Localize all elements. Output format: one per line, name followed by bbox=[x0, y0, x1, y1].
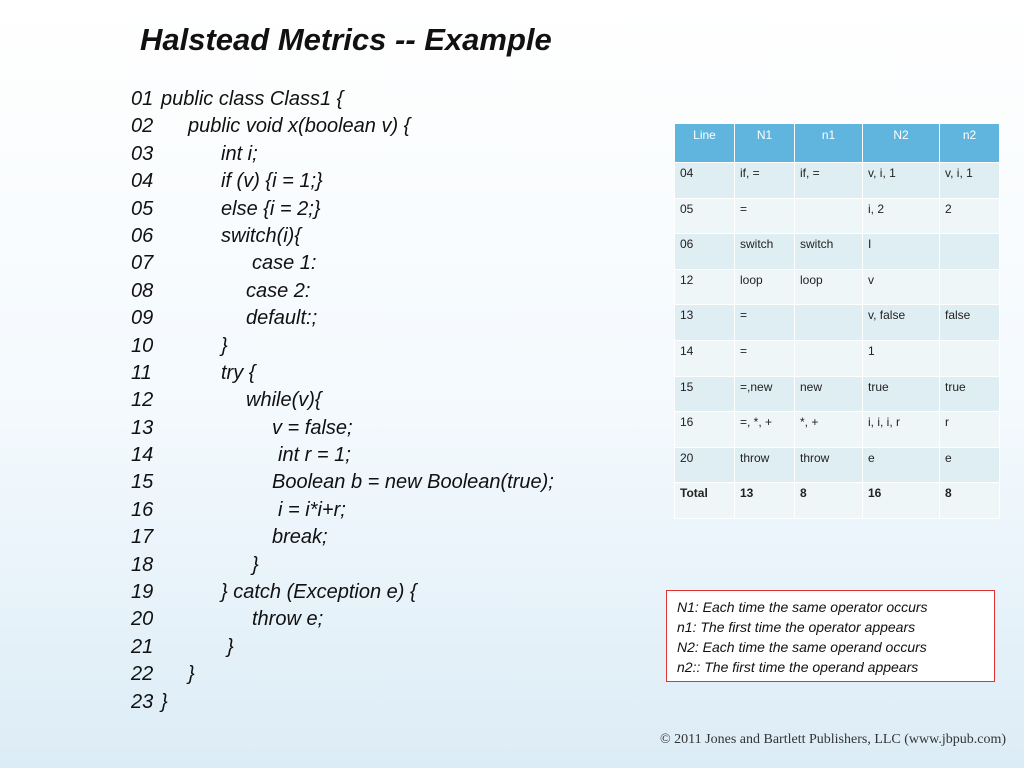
code-line bbox=[131, 552, 259, 579]
line-text: int r = 1; bbox=[278, 444, 351, 467]
table-cell: 1 bbox=[863, 340, 940, 376]
line-text: public class Class1 { bbox=[161, 88, 344, 110]
code-line bbox=[131, 469, 554, 496]
line-text: } catch (Exception e) { bbox=[221, 581, 417, 604]
legend-line: N2: Each time the same operand occurs bbox=[677, 639, 927, 655]
line-number: 05 bbox=[131, 197, 154, 220]
line-number: 09 bbox=[131, 307, 154, 330]
table-cell: v, i, 1 bbox=[940, 163, 1000, 199]
table-cell: loop bbox=[795, 269, 863, 305]
table-cell: =,new bbox=[735, 376, 795, 412]
code-line bbox=[131, 634, 234, 661]
column-header-line: Line bbox=[675, 124, 735, 163]
code-line bbox=[131, 415, 353, 442]
table-row bbox=[675, 305, 1000, 341]
table-header-row bbox=[675, 124, 1000, 163]
line-number: 19 bbox=[131, 581, 154, 604]
copyright-notice: © 2011 Jones and Bartlett Publishers, LLC (www.jbpub.com) bbox=[660, 732, 1006, 747]
legend-line: N1: Each time the same operator occurs bbox=[677, 599, 928, 615]
line-number: 12 bbox=[131, 389, 154, 412]
code-line bbox=[131, 168, 323, 195]
table-cell: 16 bbox=[863, 483, 940, 519]
table-row bbox=[675, 447, 1000, 483]
table-row bbox=[675, 340, 1000, 376]
line-text: } bbox=[252, 553, 259, 576]
table-cell: Total bbox=[675, 483, 735, 519]
table-cell: throw bbox=[735, 447, 795, 483]
line-number: 14 bbox=[131, 444, 154, 467]
line-text: switch(i){ bbox=[221, 224, 302, 247]
code-line bbox=[131, 387, 322, 414]
code-line bbox=[131, 689, 171, 716]
line-number: 04 bbox=[131, 170, 154, 193]
line-text: Boolean b = new Boolean(true); bbox=[272, 471, 554, 494]
table-cell bbox=[795, 305, 863, 341]
table-cell: e bbox=[863, 447, 940, 483]
table-cell: = bbox=[735, 340, 795, 376]
metrics-table bbox=[674, 123, 1000, 519]
table-cell: 04 bbox=[675, 163, 735, 199]
code-line bbox=[131, 360, 256, 387]
table-cell: 15 bbox=[675, 376, 735, 412]
column-header-N2: N2 bbox=[863, 124, 940, 163]
code-line bbox=[131, 86, 344, 113]
line-number: 08 bbox=[131, 279, 154, 302]
code-line bbox=[131, 442, 351, 469]
table-cell bbox=[795, 198, 863, 234]
table-cell: 8 bbox=[795, 483, 863, 519]
table-row bbox=[675, 269, 1000, 305]
column-header-N1: N1 bbox=[735, 124, 795, 163]
table-cell: *, + bbox=[795, 412, 863, 448]
slide-title: Halstead Metrics -- Example bbox=[140, 22, 552, 57]
table-cell: true bbox=[863, 376, 940, 412]
line-text: default:; bbox=[246, 307, 318, 330]
code-line bbox=[131, 278, 311, 305]
line-number: 20 bbox=[131, 608, 154, 631]
table-cell: 13 bbox=[675, 305, 735, 341]
table-cell bbox=[940, 234, 1000, 270]
line-text: } bbox=[221, 334, 228, 357]
line-text: while(v){ bbox=[246, 389, 322, 412]
line-text: i = i*i+r; bbox=[278, 498, 346, 521]
table-cell: 20 bbox=[675, 447, 735, 483]
column-header-n2: n2 bbox=[940, 124, 1000, 163]
line-text: int i; bbox=[221, 142, 258, 165]
legend-line: n2:: The first time the operand appears bbox=[677, 659, 919, 675]
table-total-row bbox=[675, 483, 1000, 519]
line-number: 07 bbox=[131, 252, 154, 275]
line-number: 22 bbox=[131, 663, 154, 686]
table-cell: new bbox=[795, 376, 863, 412]
line-text: } bbox=[161, 690, 168, 713]
table-cell: v, false bbox=[863, 305, 940, 341]
table-row bbox=[675, 198, 1000, 234]
table-cell: e bbox=[940, 447, 1000, 483]
line-number: 23 bbox=[131, 690, 154, 713]
line-number: 06 bbox=[131, 224, 154, 247]
code-line bbox=[131, 113, 411, 140]
line-number: 18 bbox=[131, 553, 154, 576]
table-cell: v, i, 1 bbox=[863, 163, 940, 199]
column-header-n1: n1 bbox=[795, 124, 863, 163]
table-row bbox=[675, 163, 1000, 199]
table-cell: i, i, i, r bbox=[863, 412, 940, 448]
line-text: v = false; bbox=[272, 416, 353, 439]
line-text: public void x(boolean v) { bbox=[188, 115, 411, 138]
line-text: case 1: bbox=[252, 252, 317, 275]
table-row bbox=[675, 412, 1000, 448]
table-cell: 13 bbox=[735, 483, 795, 519]
table-cell: 14 bbox=[675, 340, 735, 376]
legend-line: n1: The first time the operator appears bbox=[677, 619, 916, 635]
line-number: 17 bbox=[131, 526, 154, 549]
code-line bbox=[131, 141, 258, 168]
table-cell: loop bbox=[735, 269, 795, 305]
line-text: throw e; bbox=[252, 608, 324, 631]
line-text: break; bbox=[272, 526, 328, 549]
line-number: 01 bbox=[131, 88, 154, 110]
table-cell bbox=[940, 269, 1000, 305]
table-cell: 2 bbox=[940, 198, 1000, 234]
table-cell: r bbox=[940, 412, 1000, 448]
code-line bbox=[131, 196, 321, 223]
table-cell: 06 bbox=[675, 234, 735, 270]
table-row bbox=[675, 234, 1000, 270]
table-cell bbox=[940, 340, 1000, 376]
table-row bbox=[675, 376, 1000, 412]
line-text: case 2: bbox=[246, 279, 311, 302]
table-cell: 8 bbox=[940, 483, 1000, 519]
table-cell: true bbox=[940, 376, 1000, 412]
code-listing bbox=[131, 86, 554, 716]
line-text: } bbox=[188, 663, 195, 686]
table-cell: v bbox=[863, 269, 940, 305]
code-line bbox=[131, 223, 302, 250]
line-text: } bbox=[227, 635, 234, 658]
line-number: 13 bbox=[131, 416, 154, 439]
table-cell: false bbox=[940, 305, 1000, 341]
line-number: 15 bbox=[131, 471, 154, 494]
table-cell: throw bbox=[795, 447, 863, 483]
line-number: 11 bbox=[131, 361, 152, 384]
line-number: 16 bbox=[131, 498, 154, 521]
line-number: 21 bbox=[131, 635, 154, 658]
code-line bbox=[131, 333, 228, 360]
code-line bbox=[131, 250, 317, 277]
line-text: else {i = 2;} bbox=[221, 197, 321, 220]
table-cell: =, *, + bbox=[735, 412, 795, 448]
code-line bbox=[131, 305, 318, 332]
code-line bbox=[131, 497, 346, 524]
table-cell: if, = bbox=[795, 163, 863, 199]
table-cell: switch bbox=[735, 234, 795, 270]
table-cell: switch bbox=[795, 234, 863, 270]
code-line bbox=[131, 524, 328, 551]
line-number: 02 bbox=[131, 115, 154, 138]
line-text: if (v) {i = 1;} bbox=[221, 170, 323, 193]
code-line bbox=[131, 661, 195, 688]
code-line bbox=[131, 579, 417, 606]
table-cell: i, 2 bbox=[863, 198, 940, 234]
line-number: 10 bbox=[131, 334, 154, 357]
code-line bbox=[131, 606, 324, 633]
table-cell: 12 bbox=[675, 269, 735, 305]
line-number: 03 bbox=[131, 142, 154, 165]
table-cell: if, = bbox=[735, 163, 795, 199]
table-cell: 05 bbox=[675, 198, 735, 234]
table-cell bbox=[795, 340, 863, 376]
table-cell: = bbox=[735, 305, 795, 341]
line-text: try { bbox=[221, 361, 256, 384]
table-cell: 16 bbox=[675, 412, 735, 448]
table-cell: I bbox=[863, 234, 940, 270]
table-cell: = bbox=[735, 198, 795, 234]
legend-box bbox=[666, 590, 995, 682]
